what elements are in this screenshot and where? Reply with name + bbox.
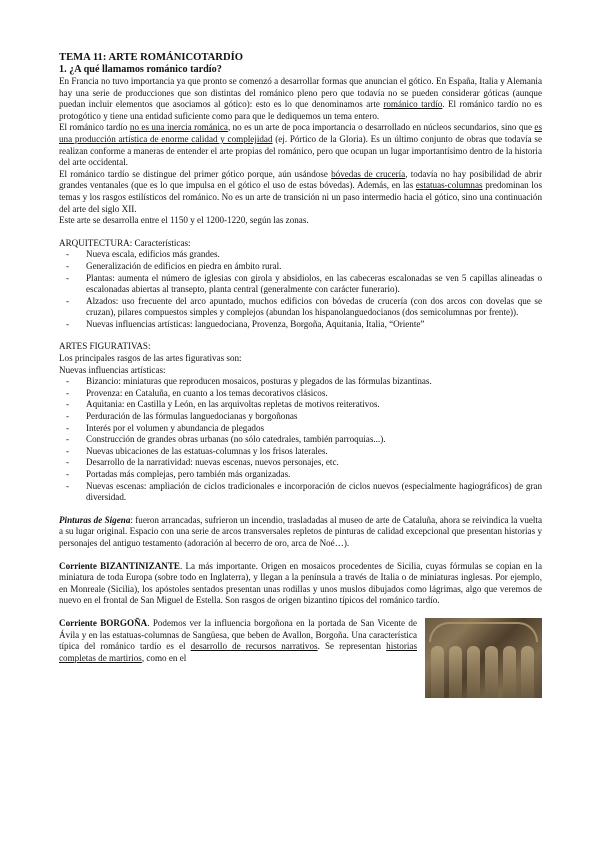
paragraph: Este arte se desarrolla entre el 1150 y el 1200-1220, según las zonas. (59, 215, 309, 226)
underlined-term: desarrollo de recursos narrativos (190, 641, 318, 652)
figurative-arts-list (59, 376, 542, 504)
bizantinizante-lead: Corriente BIZANTINIZANTE (59, 560, 180, 571)
underlined-term: historias completas de martirios (59, 641, 417, 663)
underlined-term: estatuas-columnas (415, 180, 483, 191)
underlined-term: románico tardío (383, 99, 443, 110)
list-item: - Provenza: en Cataluña, en cuanto a los temas decorativos clásicos. (59, 388, 542, 400)
list-item: - Nuevas ubicaciones de las estatuas-columnas y los frisos laterales. (59, 446, 542, 458)
list-item: - Construcción de grandes obras urbanas (no sólo catedrales, también parroquias...). (59, 434, 542, 446)
list-item: - Bizancio: miniaturas que reproducen mosaicos, posturas y plegados de las fórmulas bizantinas. (59, 376, 542, 388)
paragraph: Los principales rasgos de las artes figurativas son: (59, 353, 242, 364)
underlined-term: bóvedas de crucería (331, 168, 406, 179)
underlined-term: es una producción artística de enorme calidad y complejidad (59, 122, 542, 144)
list-item: - Aquitania: en Castilla y León, en las arquivoltas repletas de motivos reiterativos. (59, 399, 542, 411)
list-item: - Nueva escala, edificios más grandes. (59, 249, 542, 261)
list-item: - Desarrollo de la narratividad: nuevas escenas, nuevos personajes, etc. (59, 457, 542, 469)
paragraph: Pinturas de Sigena: fueron arrancadas, sufrieron un incendio, trasladadas al museo de arte de Cataluña, ahora se reivindica la vuelta a su lugar original. Espacio con una serie de arcos transversales repletos de pinturas de calidad excepcional que presentan historias y personajes del antiguo testamento (adoración al becerro de oro, arca de Noé…). (59, 514, 542, 548)
paragraph: En Francia no tuvo importancia ya que pronto se comenzó a desarrollar formas que anuncian el gótico. En España, Italia y Alemania hay una serie de producciones que son distintas del románico pleno pero que todavía no se pueden considerar góticas (aunque puedan incluir elementos que asociamos al gótico): esto es lo que denominamos arte románico tardío. El románico tardío no es protogótico y tiene una entidad suficiente como para que le dediquemos un tema entero. (59, 76, 542, 121)
figurative-arts-heading: ARTES FIGURATIVAS: (59, 341, 151, 352)
document-title: TEMA 11: ARTE ROMÁNICOTARDÍO (59, 52, 243, 63)
architecture-heading: ARQUITECTURA: Características: (59, 237, 191, 248)
borgona-lead: Corriente BORGOÑA (59, 617, 148, 628)
romanesque-sculpture-image (425, 618, 542, 698)
list-item: - Nuevas escenas: ampliación de ciclos tradicionales e incorporación de ciclos nuevos (especialmente hagiográficos) de gran diversidad. (59, 481, 542, 504)
paragraph: El románico tardío no es una inercia románica, no es un arte de poca importancia o desarrollado en núcleos secundarios, sino que es una producción artística de enorme calidad y complejidad (ej. Pórtico de la Gloria). Es un último conjunto de obras que todavía se realizan conforme a maneras de entender el arte propias del románico, pero que ocupan un lugar importantísimo dentro de la historia del arte occidental. (59, 122, 542, 168)
paragraph: Nuevas influencias artísticas: (59, 364, 166, 375)
sigena-lead: Pinturas de Sigena (59, 514, 131, 525)
list-item: - Plantas: aumenta el número de iglesias con girola y absidiolos, en las cabeceras escalonadas se ven 5 capillas alineadas o escalonadas abiertas al transepto, planta central (generalmente con carácter funerario). (59, 273, 542, 296)
document-page (59, 52, 542, 700)
paragraph: Corriente BIZANTINIZANTE. La más importante. Origen en mosaicos procedentes de Sicilia, cuyas fórmulas se copian en la miniatura de toda Europa (sobre todo en Inglaterra), y llegan a la península a través de Italia o de miniaturas inglesas. Por ejemplo, en Monreale (Sicilia), los apóstoles sentados presentan unas rodillas y unos muslos dibujados como lágrimas, algo que veremos de nuevo en el frontal de San Miguel de Estella. Son rasgos de origen bizantino típicos del románico tardío. (59, 560, 542, 606)
list-item: - Alzados: uso frecuente del arco apuntado, muchos edificios con bóvedas de crucería (con dos arcos con dovelas que se cruzan), pilares compuestos simples y complejos (abundan los hispanolanguedocianos (dos semicolumnas por frente)). (59, 296, 542, 319)
section-heading: 1. ¿A qué llamamos románico tardío? (59, 64, 222, 75)
list-item: - Interés por el volumen y abundancia de plegados (59, 423, 542, 435)
list-item: - Portadas más complejas, pero también más organizadas. (59, 469, 542, 481)
list-item: - Generalización de edificios en piedra en ámbito rural. (59, 261, 542, 273)
paragraph: El románico tardío se distingue del primer gótico porque, aún usándose bóvedas de crucería, todavía no hay posibilidad de abrir grandes ventanales (que es lo que impulsa en el gótico el uso de estas bóvedas). Además, en las estatuas-columnas predominan los temas y los rasgos estilísticos del románico. No es un arte de transición ni un paso intermedio hacia el gótico, sino una continuación del arte del siglo XII. (59, 168, 542, 214)
architecture-list (59, 249, 542, 330)
paragraph: Corriente BORGOÑA. Podemos ver la influencia borgoñona en la portada de San Vicente de Ávila y en las estatuas-columnas de Sangüesa, que beben de Avallon, Borgoña. Una característica típica del románico tardío es el desarrollo de recursos narrativos. Se representan historias completas de martirios, como en el (59, 617, 417, 663)
list-item: - Perduración de las fórmulas languedocianas y borgoñonas (59, 411, 542, 423)
list-item: - Nuevas influencias artísticas: languedociana, Provenza, Borgoña, Aquitania, Italia, “Oriente” (59, 319, 542, 331)
underlined-term: no es una inercia románica (129, 122, 228, 133)
